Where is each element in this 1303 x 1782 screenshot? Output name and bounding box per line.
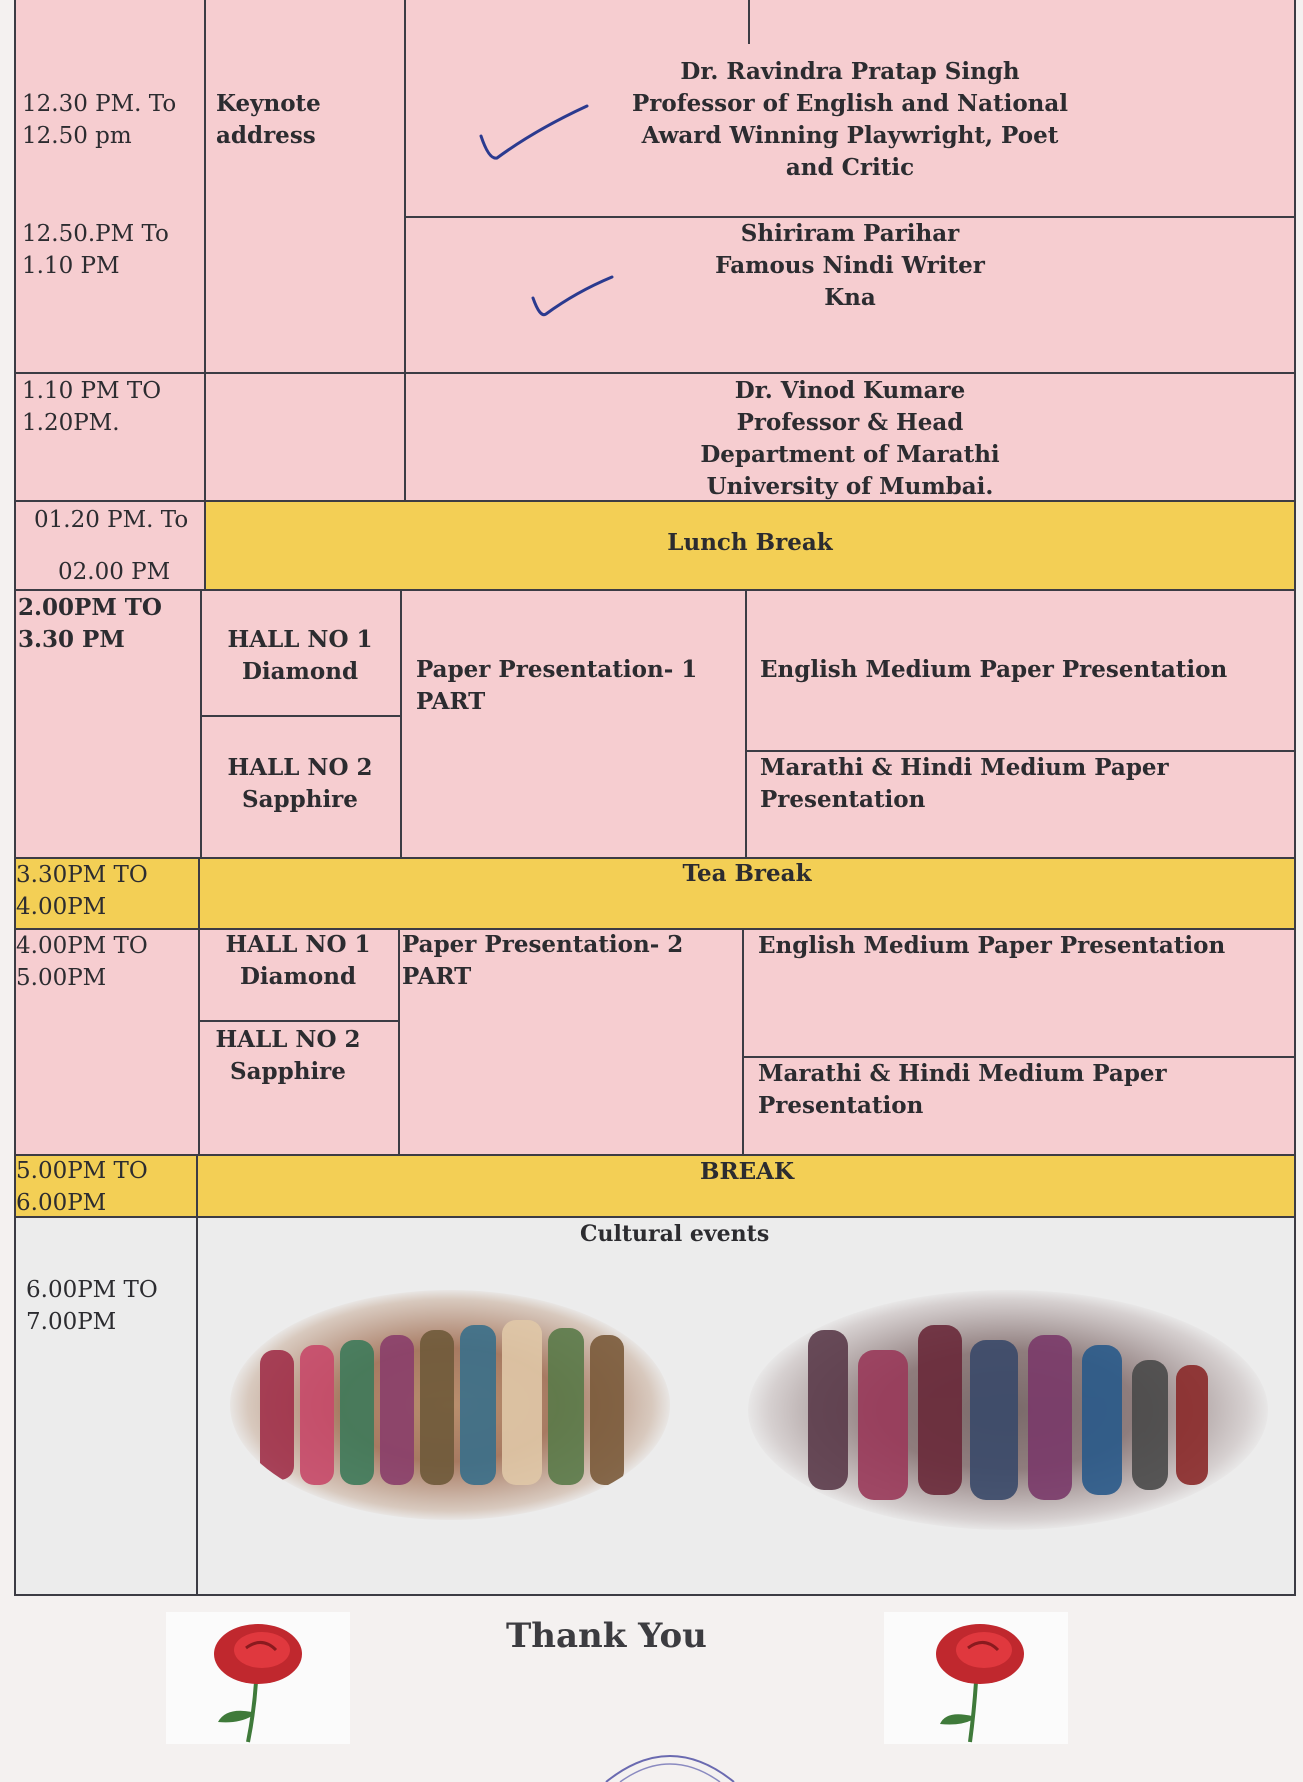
r1-time: 12.30 PM. To 12.50 pm [22, 91, 177, 149]
lunch-time-end: 02.00 PM [58, 559, 171, 585]
cultural-time: 6.00PM TO 7.00PM [26, 1277, 158, 1335]
dancers-photo-right [748, 1290, 1268, 1530]
s2-part: Paper Presentation- 2 PART [402, 931, 684, 990]
break-time: 5.00PM TO 6.00PM [16, 1158, 148, 1216]
lunch-label: Lunch Break [667, 529, 833, 556]
r1-speaker: Dr. Ravindra Pratap Singh Professor of English and National Award Winning Playwright, Poet and Critic [631, 58, 1069, 181]
r3-time: 1.10 PM TO 1.20PM. [22, 378, 162, 436]
s1-marathi: Marathi & Hindi Medium Paper Presentation [760, 754, 1169, 813]
thank-you-text: Thank You [506, 1616, 707, 1656]
tea-label: Tea Break [682, 860, 812, 887]
s2-marathi: Marathi & Hindi Medium Paper Presentation [758, 1060, 1167, 1119]
break-label: BREAK [700, 1158, 794, 1185]
s1-hall2: HALL NO 2 Sapphire [227, 754, 373, 813]
rose-image-right [884, 1612, 1068, 1744]
r1-session: Keynote address [216, 90, 321, 149]
stamp-icon [600, 1744, 740, 1782]
s1-time: 2.00PM TO 3.30 PM [18, 594, 162, 653]
dancers-photo-left [230, 1290, 670, 1520]
s1-english: English Medium Paper Presentation [760, 656, 1228, 683]
s2-time: 4.00PM TO 5.00PM [16, 933, 148, 991]
rose-image-left [166, 1612, 350, 1744]
checkmark-icon [475, 100, 595, 165]
r2-time: 12.50.PM To 1.10 PM [22, 221, 169, 279]
s1-hall1: HALL NO 1 Diamond [227, 626, 373, 685]
r3-speaker: Dr. Vinod Kumare Professor & Head Department of Marathi University of Mumbai. [700, 377, 1000, 500]
r2-speaker: Shiriram Parihar Famous Nindi Writer Kna [715, 220, 985, 311]
s2-hall1: HALL NO 1 Diamond [225, 931, 371, 990]
checkmark-icon [528, 272, 618, 322]
cultural-label: Cultural events [580, 1221, 770, 1247]
s1-part: Paper Presentation- 1 PART [416, 656, 698, 715]
s2-hall2: HALL NO 2 Sapphire [215, 1026, 361, 1085]
s2-english: English Medium Paper Presentation [758, 932, 1226, 959]
tea-time: 3.30PM TO 4.00PM [16, 862, 148, 920]
lunch-time-start: 01.20 PM. To [34, 507, 189, 533]
